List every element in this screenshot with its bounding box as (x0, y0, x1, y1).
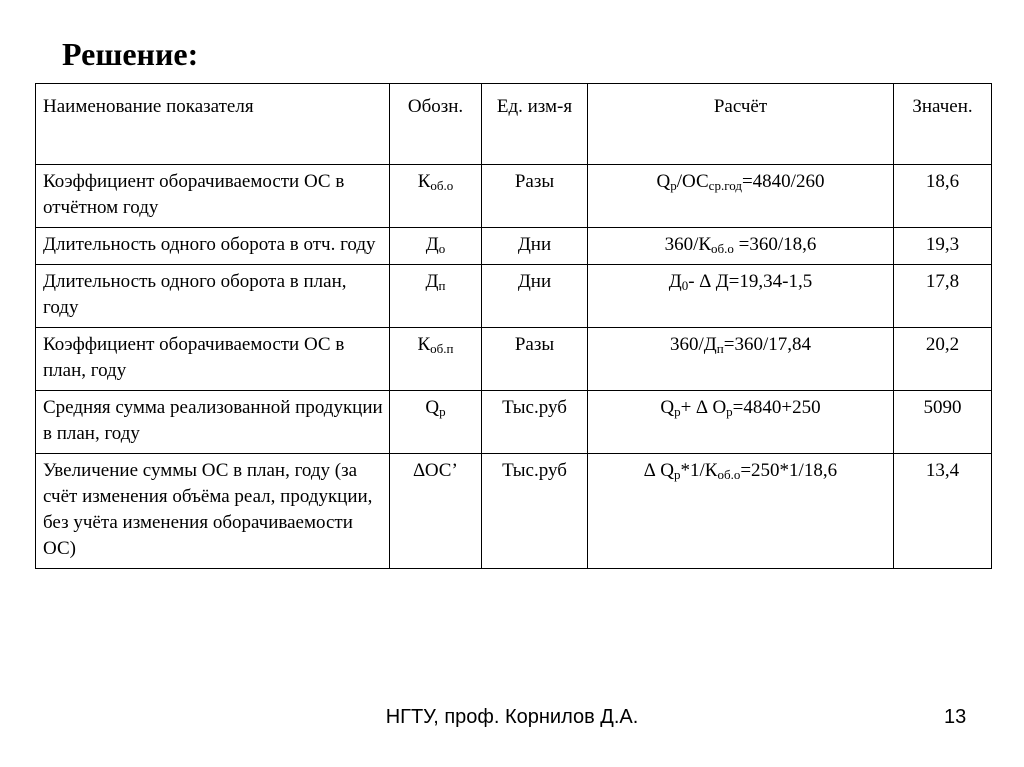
header-calc: Расчёт (588, 84, 894, 165)
cell-symbol (390, 391, 482, 454)
calc-text: Q (660, 397, 675, 418)
symbol-main: Q (425, 397, 440, 418)
cell-value: 18,6 (894, 165, 992, 228)
cell-symbol (390, 265, 482, 328)
cell-calculation (588, 328, 894, 391)
symbol-subscript: п (438, 278, 446, 293)
cell-symbol (390, 454, 482, 569)
cell-indicator-name: Коэффициент оборачиваемости ОС в отчётном году (36, 165, 390, 228)
cell-calculation (588, 454, 894, 569)
symbol-subscript: р (439, 404, 446, 419)
cell-symbol (390, 165, 482, 228)
calc-subscript: 0 (681, 278, 689, 293)
calc-text: Д (668, 271, 682, 292)
calc-subscript: р (726, 404, 733, 419)
cell-symbol (390, 228, 482, 265)
cell-unit: Тыс.руб (482, 454, 588, 569)
indicators-table (35, 83, 992, 569)
header-unit: Ед. изм-я (482, 84, 588, 165)
calc-subscript: р (674, 467, 681, 482)
table-row (36, 454, 992, 569)
cell-unit: Разы (482, 165, 588, 228)
symbol-main: К (417, 334, 431, 355)
cell-calculation (588, 391, 894, 454)
cell-value: 5090 (894, 391, 992, 454)
cell-calculation (588, 228, 894, 265)
cell-unit: Дни (482, 265, 588, 328)
cell-indicator-name: Длительность одного оборота в отч. году (36, 228, 390, 265)
cell-indicator-name: Средняя сумма реализованной продукции в план, году (36, 391, 390, 454)
symbol-main: К (417, 171, 431, 192)
cell-indicator-name: Увеличение суммы ОС в план, году (за счёт изменения объёма реал, продукции, без учёта изменения оборачиваемости ОС) (36, 454, 390, 569)
cell-unit: Дни (482, 228, 588, 265)
calc-text: + ∆ О (680, 397, 727, 418)
symbol-subscript: об.о (430, 178, 454, 193)
calc-subscript: ср.год (708, 178, 742, 193)
calc-subscript: об.о (717, 467, 741, 482)
cell-symbol (390, 328, 482, 391)
cell-indicator-name: Длительность одного оборота в план, году (36, 265, 390, 328)
calc-text: =4840/260 (741, 171, 825, 192)
page-number: 13 (944, 706, 967, 728)
calc-subscript: р (674, 404, 681, 419)
header-symbol: Обозн. (390, 84, 482, 165)
calc-subscript: п (716, 341, 724, 356)
table-header-row (36, 84, 992, 165)
symbol-main: ∆ОС’ (413, 460, 458, 481)
cell-calculation (588, 265, 894, 328)
cell-calculation (588, 165, 894, 228)
calc-text: Q (656, 171, 671, 192)
header-name: Наименование показателя (36, 84, 390, 165)
calc-text: - ∆ Д=19,34-1,5 (688, 271, 813, 292)
calc-text: /ОС (676, 171, 709, 192)
calc-subscript: р (670, 178, 677, 193)
symbol-main: Д (425, 234, 439, 255)
table-row (36, 328, 992, 391)
symbol-main: Д (425, 271, 439, 292)
cell-unit: Тыс.руб (482, 391, 588, 454)
calc-text: *1/К (680, 460, 718, 481)
table-row (36, 391, 992, 454)
cell-indicator-name: Коэффициент оборачиваемости ОС в план, году (36, 328, 390, 391)
symbol-subscript: о (438, 241, 446, 256)
calc-text: =4840+250 (732, 397, 821, 418)
cell-value: 17,8 (894, 265, 992, 328)
table-row (36, 228, 992, 265)
cell-unit: Разы (482, 328, 588, 391)
table-row (36, 165, 992, 228)
calc-text: ∆ Q (643, 460, 675, 481)
slide-title: Решение: (62, 36, 199, 72)
calc-subscript: об.о (711, 241, 734, 256)
calc-text: 360/К (664, 234, 712, 255)
calc-text: =360/17,84 (723, 334, 811, 355)
cell-value: 13,4 (894, 454, 992, 569)
table-row (36, 265, 992, 328)
calc-text: 360/Д (670, 334, 717, 355)
header-value: Значен. (894, 84, 992, 165)
cell-value: 20,2 (894, 328, 992, 391)
symbol-subscript: об.п (430, 341, 454, 356)
cell-value: 19,3 (894, 228, 992, 265)
calc-text: =250*1/18,6 (740, 460, 838, 481)
calc-text: =360/18,6 (733, 234, 817, 255)
footer-author: НГТУ, проф. Корнилов Д.А. (385, 706, 639, 728)
